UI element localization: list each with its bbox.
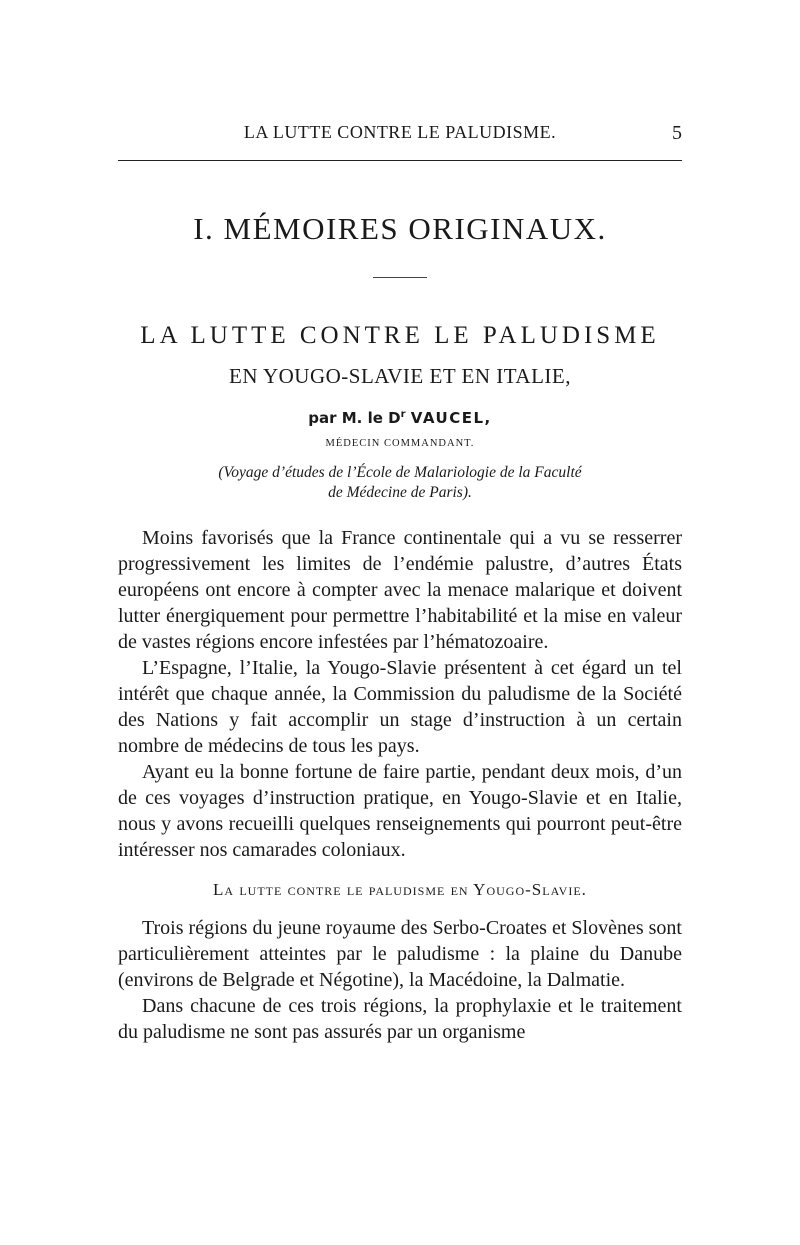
- section-divider: [373, 277, 427, 278]
- paragraph: Dans chacune de ces trois régions, la prophylaxie et le traitement du paludisme ne sont pas assurés par un organisme: [118, 995, 682, 1043]
- paragraph: L’Espagne, l’Italie, la Yougo-Slavie présentent à cet égard un tel intérêt que chaque année, la Commission du paludisme de la Société des Nations y fait accomplir un stage d’instruction à un certain nombre de médecins de tous les pays.: [118, 657, 682, 757]
- running-title: LA LUTTE CONTRE LE PALUDISME.: [243, 122, 557, 142]
- byline: [118, 409, 682, 427]
- body-text: [118, 525, 682, 1045]
- running-head: [118, 112, 682, 152]
- author-name: VAUCEL,: [410, 409, 492, 427]
- article-title: LA LUTTE CONTRE LE PALUDISME: [140, 322, 660, 349]
- paragraph: Moins favorisés que la France continentale qui a vu se resserrer progressivement les limites de l’endémie palustre, d’autres États européens ont encore à compter avec la menace malarique et doivent lutter énergiquement pour permettre l’habitabilité et la mise en valeur de vastes régions encore infestées par l’hématozoaire.: [118, 527, 682, 653]
- author-rank: MÉDECIN COMMANDANT.: [325, 438, 475, 449]
- article-note: [118, 463, 682, 503]
- note-line-1: (Voyage d’études de l’École de Malariologie de la Faculté: [218, 464, 582, 481]
- byline-prefix: par M. le D: [308, 409, 401, 427]
- section-heading: I. MÉMOIRES ORIGINAUX.: [193, 211, 607, 246]
- page: [118, 112, 682, 1045]
- byline-sup: r: [400, 409, 406, 420]
- paragraph: Trois régions du jeune royaume des Serbo-Croates et Slovènes sont particulièrement atteintes par le paludisme : la plaine du Danube (environs de Belgrade et Négotine), la Macédoine, la Dalmatie.: [118, 917, 682, 991]
- page-number: 5: [672, 122, 682, 144]
- paragraph: Ayant eu la bonne fortune de faire partie, pendant deux mois, d’un de ces voyages d’instruction pratique, en Yougo-Slavie et en Italie, nous y avons recueilli quelques renseignements qui pourront peut-être intéresser nos camarades coloniaux.: [118, 761, 682, 861]
- header-rule: [118, 160, 682, 161]
- subheading: La lutte contre le paludisme en Yougo-Slavie.: [213, 880, 587, 899]
- note-line-2: de Médecine de Paris).: [328, 484, 472, 501]
- article-subtitle: EN YOUGO-SLAVIE ET EN ITALIE,: [229, 364, 571, 388]
